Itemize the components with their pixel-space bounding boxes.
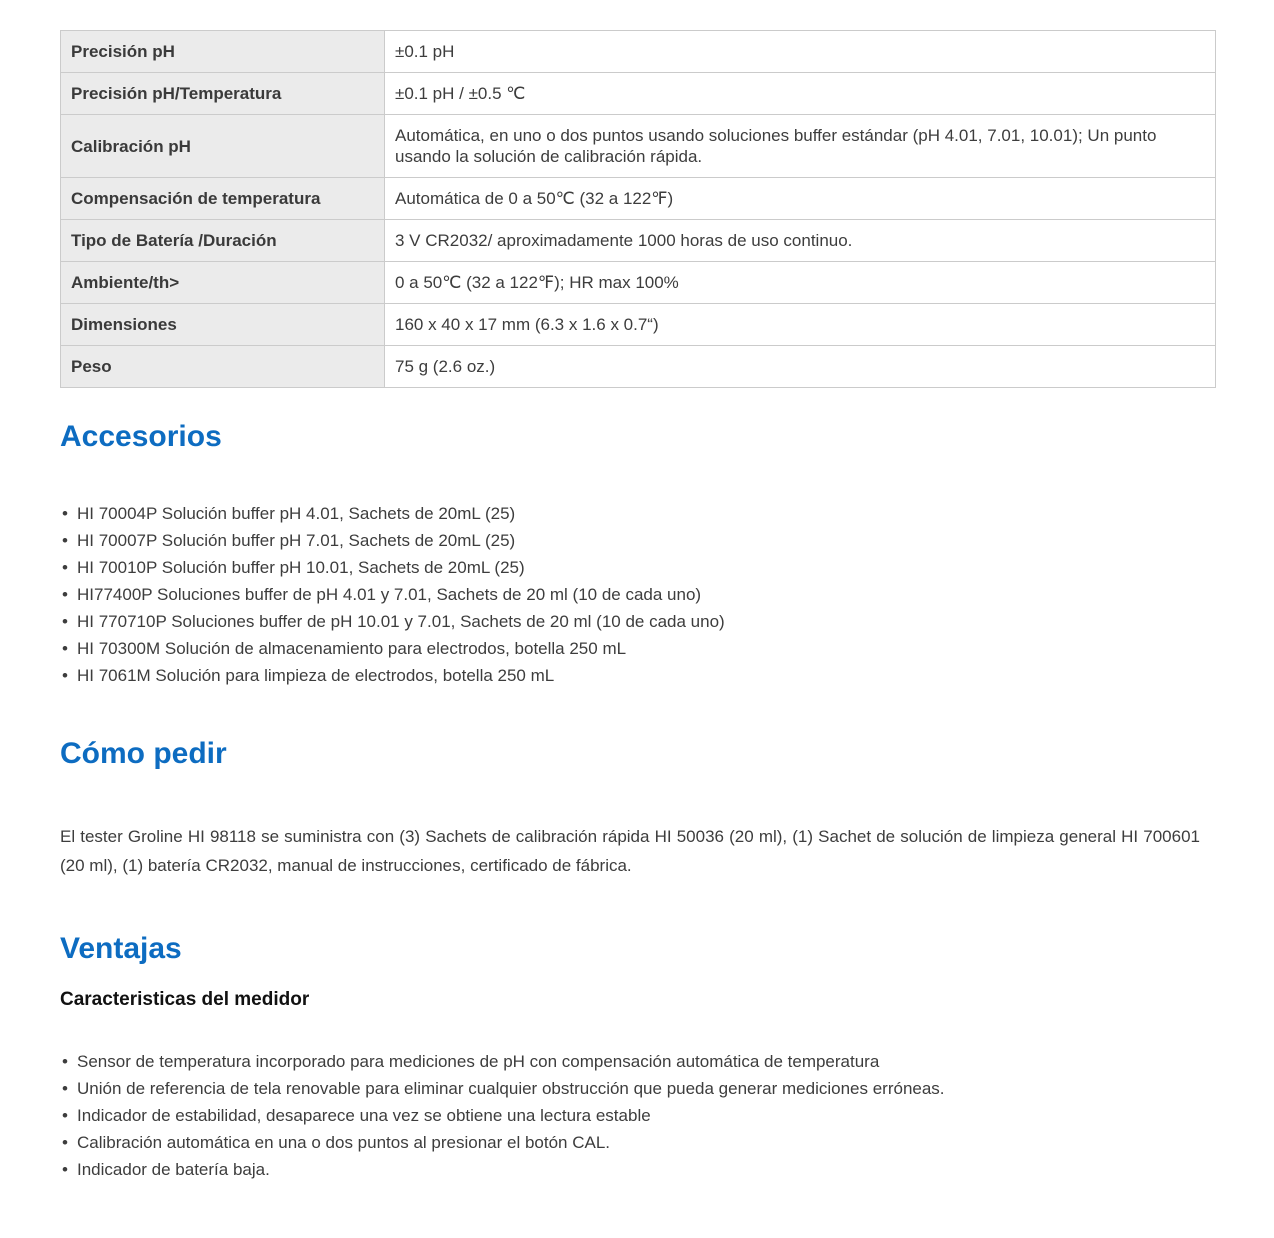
spec-value: Automática, en uno o dos puntos usando soluciones buffer estándar (pH 4.01, 7.01, 10.01); Un punto usando la solución de calibración rápida. bbox=[385, 115, 1216, 178]
spec-value: ±0.1 pH / ±0.5 ℃ bbox=[385, 73, 1216, 115]
specifications-table bbox=[60, 30, 1216, 388]
ordering-info-paragraph: El tester Groline HI 98118 se suministra con (3) Sachets de calibración rápida HI 50036 (20 ml), (1) Sachet de solución de limpieza general HI 700601 (20 ml), (1) batería CR2032, manual de instrucciones, certificado de fábrica. bbox=[60, 827, 1200, 875]
spec-label: Tipo de Batería /Duración bbox=[61, 220, 385, 262]
spec-value: 3 V CR2032/ aproximadamente 1000 horas de uso continuo. bbox=[385, 220, 1216, 262]
feature-item: • Indicador de batería baja. bbox=[60, 1156, 1216, 1183]
spec-row bbox=[61, 220, 1216, 262]
spec-value: ±0.1 pH bbox=[385, 31, 1216, 73]
section-title-como-pedir: Cómo pedir bbox=[60, 737, 227, 770]
accessory-item: • HI 70010P Solución buffer pH 10.01, Sachets de 20mL (25) bbox=[60, 554, 1216, 581]
feature-item: • Unión de referencia de tela renovable para eliminar cualquier obstrucción que pueda generar mediciones erróneas. bbox=[60, 1075, 1216, 1102]
accessory-item: • HI77400P Soluciones buffer de pH 4.01 y 7.01, Sachets de 20 ml (10 de cada uno) bbox=[60, 581, 1216, 608]
spec-row bbox=[61, 304, 1216, 346]
spec-value: 160 x 40 x 17 mm (6.3 x 1.6 x 0.7“) bbox=[385, 304, 1216, 346]
accessory-item: • HI 770710P Soluciones buffer de pH 10.01 y 7.01, Sachets de 20 ml (10 de cada uno) bbox=[60, 608, 1216, 635]
accessory-item: • HI 70300M Solución de almacenamiento para electrodos, botella 250 mL bbox=[60, 635, 1216, 662]
spec-row bbox=[61, 73, 1216, 115]
spec-row bbox=[61, 262, 1216, 304]
features-list bbox=[60, 1048, 1216, 1183]
accessories-list bbox=[60, 500, 1216, 689]
accessory-item: • HI 70007P Solución buffer pH 7.01, Sachets de 20mL (25) bbox=[60, 527, 1216, 554]
spec-label: Compensación de temperatura bbox=[61, 178, 385, 220]
feature-item: • Calibración automática en una o dos puntos al presionar el botón CAL. bbox=[60, 1129, 1216, 1156]
accessory-item: • HI 7061M Solución para limpieza de electrodos, botella 250 mL bbox=[60, 662, 1216, 689]
spec-row bbox=[61, 346, 1216, 388]
spec-value: 75 g (2.6 oz.) bbox=[385, 346, 1216, 388]
spec-label: Dimensiones bbox=[61, 304, 385, 346]
spec-label: Precisión pH bbox=[61, 31, 385, 73]
section-title-ventajas: Ventajas bbox=[60, 932, 182, 965]
spec-row bbox=[61, 31, 1216, 73]
spec-label: Calibración pH bbox=[61, 115, 385, 178]
spec-row bbox=[61, 115, 1216, 178]
section-title-accesorios: Accesorios bbox=[60, 420, 222, 453]
spec-value: Automática de 0 a 50℃ (32 a 122℉) bbox=[385, 178, 1216, 220]
accessory-item: • HI 70004P Solución buffer pH 4.01, Sachets de 20mL (25) bbox=[60, 500, 1216, 527]
feature-item: • Sensor de temperatura incorporado para mediciones de pH con compensación automática de temperatura bbox=[60, 1048, 1216, 1075]
spec-label: Peso bbox=[61, 346, 385, 388]
spec-label: Ambiente/th> bbox=[61, 262, 385, 304]
subsection-title-caracteristicas: Caracteristicas del medidor bbox=[60, 989, 310, 1010]
spec-row bbox=[61, 178, 1216, 220]
spec-label: Precisión pH/Temperatura bbox=[61, 73, 385, 115]
feature-item: • Indicador de estabilidad, desaparece una vez se obtiene una lectura estable bbox=[60, 1102, 1216, 1129]
spec-value: 0 a 50℃ (32 a 122℉); HR max 100% bbox=[385, 262, 1216, 304]
